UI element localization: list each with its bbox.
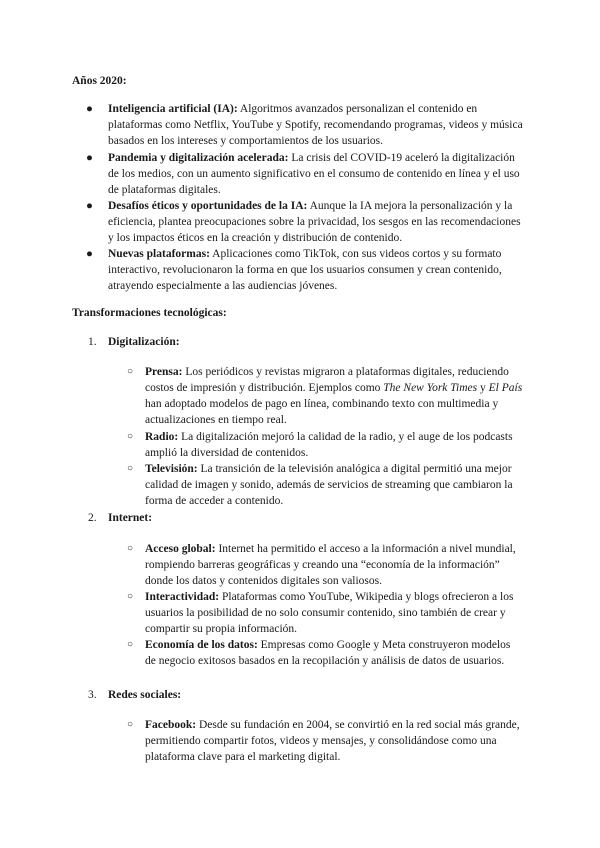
italic-title: The New York Times xyxy=(383,382,478,394)
item-text: Aunque la IA mejora la personalización y la eficiencia, plantea preocupaciones sobre la privacidad, los sesgos en las recomendaciones y los impactos éticos en la creación y distribución de contenido. xyxy=(108,200,521,244)
item-text: Los periódicos y revistas migraron a plataformas digitales, reduciendo costos de impresión y distribución. Ejemplos como xyxy=(145,366,509,394)
item-text: La digitalización mejoró la calidad de la radio, y el auge de los podcasts amplió la diversidad de contenidos. xyxy=(145,431,513,459)
item-text: han adoptado modelos de pago en línea, combinando texto con multimedia y actualizaciones en tiempo real. xyxy=(145,398,499,426)
sub-list-item xyxy=(127,589,523,637)
item-term: Nuevas plataformas: xyxy=(108,248,210,260)
hollow-bullet-icon: ○ xyxy=(127,591,134,602)
list-item xyxy=(86,101,528,149)
item-text: Aplicaciones como TikTok, con sus videos cortos y su formato interactivo, revolucionaron la forma en que los usuarios consumen y crean contenido, atrayendo especialmente a las audiencias jóvenes. xyxy=(108,248,502,292)
item-text: Internet ha permitido el acceso a la información a nivel mundial, rompiendo barreras geográficas y creando una “economía de la información” donde los datos y contenidos digitales son valiosos. xyxy=(145,543,516,587)
item-text: La transición de la televisión analógica a digital permitió una mejor calidad de imagen y sonido, además de servicios de streaming que cambiaron la forma de acceder a contenido. xyxy=(145,463,513,507)
section-heading-tech: Transformaciones tecnológicas: xyxy=(72,307,227,319)
item-text: Algoritmos avanzados personalizan el contenido en plataformas como Netflix, YouTube y Spotify, recomendando programas, videos y música basados en los intereses y comportamientos de los usuarios. xyxy=(108,103,523,147)
item-text: y xyxy=(477,382,489,394)
numbered-item xyxy=(88,510,152,526)
item-text: Empresas como Google y Meta construyeron modelos de negocio exitosos basados en la recopilación y análisis de datos de usuarios. xyxy=(145,639,511,667)
hollow-bullet-icon: ○ xyxy=(127,431,134,442)
sub-list-item xyxy=(127,364,523,428)
item-term: Radio: xyxy=(145,431,179,443)
hollow-bullet-icon: ○ xyxy=(127,366,134,377)
list-item xyxy=(86,150,528,198)
item-term: Acceso global: xyxy=(145,543,216,555)
hollow-bullet-icon: ○ xyxy=(127,463,134,474)
group-title: Redes sociales: xyxy=(108,689,182,701)
hollow-bullet-icon: ○ xyxy=(127,719,134,730)
sub-list-item xyxy=(127,541,523,589)
item-number: 3. xyxy=(88,689,97,701)
item-text: Desde su fundación en 2004, se convirtió en la red social más grande, permitiendo compartir fotos, videos y mensajes, y consolidándose como una plataforma clave para el marketing digital. xyxy=(145,719,520,763)
item-text: Plataformas como YouTube, Wikipedia y blogs ofrecieron a los usuarios la posibilidad de no solo consumir contenido, sino también de crear y compartir su propia información. xyxy=(145,591,514,635)
hollow-bullet-icon: ○ xyxy=(127,543,134,554)
numbered-item xyxy=(88,687,181,703)
bullet-icon: ● xyxy=(86,152,93,164)
group-title: Internet: xyxy=(108,512,153,524)
sub-list-item xyxy=(127,461,523,509)
item-term: Pandemia y digitalización acelerada: xyxy=(108,152,289,164)
italic-title: El País xyxy=(488,382,523,394)
item-term: Inteligencia artificial (IA): xyxy=(108,103,238,115)
item-term: Economía de los datos: xyxy=(145,639,258,651)
bullet-icon: ● xyxy=(86,248,93,260)
item-term: Facebook: xyxy=(145,719,197,731)
list-item xyxy=(86,246,528,294)
item-number: 2. xyxy=(88,512,97,524)
item-term: Televisión: xyxy=(145,463,198,475)
section-heading-2020: Años 2020: xyxy=(72,75,127,87)
bullet-icon: ● xyxy=(86,200,93,212)
sub-list-item xyxy=(127,637,523,669)
hollow-bullet-icon: ○ xyxy=(127,639,134,650)
sub-list-item xyxy=(127,717,523,765)
numbered-item xyxy=(88,334,180,350)
item-term: Interactividad: xyxy=(145,591,220,603)
sub-list-item xyxy=(127,429,523,461)
bullet-icon: ● xyxy=(86,103,93,115)
item-text: La crisis del COVID-19 aceleró la digitalización de los medios, con un aumento significativo en el consumo de contenido en línea y el uso de plataformas digitales. xyxy=(108,152,520,196)
list-item xyxy=(86,198,528,246)
item-term: Prensa: xyxy=(145,366,183,378)
item-number: 1. xyxy=(88,336,97,348)
group-title: Digitalización: xyxy=(108,336,180,348)
item-term: Desafíos éticos y oportunidades de la IA: xyxy=(108,200,308,212)
